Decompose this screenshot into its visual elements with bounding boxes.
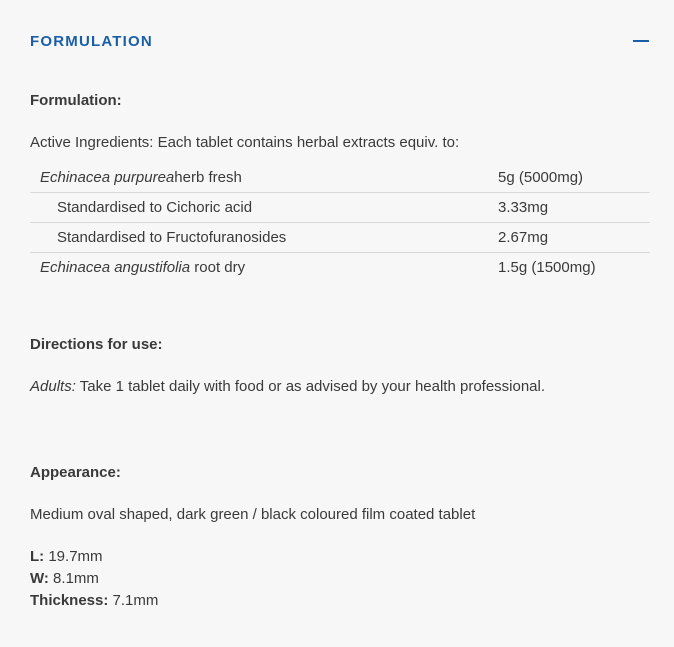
- directions-body: Take 1 tablet daily with food or as advised by your health professional.: [75, 378, 546, 395]
- table-row: [30, 193, 650, 223]
- dimension-value: 7.1mm: [108, 592, 159, 609]
- ingredient-amount: 3.33mg: [498, 193, 650, 223]
- formulation-accordion-header[interactable]: [30, 30, 650, 52]
- ingredient-name-rest: root dry: [190, 259, 246, 276]
- dimension-value: 19.7mm: [44, 548, 103, 565]
- ingredient-name-italic: Echinacea angustifolia: [40, 259, 191, 276]
- dimension-label: L:: [30, 548, 45, 565]
- appearance-heading: Appearance:: [30, 464, 121, 481]
- directions-text: [30, 376, 650, 398]
- accordion-content: [30, 90, 650, 612]
- formulation-heading: Formulation:: [30, 92, 122, 109]
- minus-icon[interactable]: [633, 40, 649, 42]
- ingredients-table: [30, 163, 650, 282]
- ingredient-name-rest: herb fresh: [174, 169, 242, 186]
- section-title: FORMULATION: [30, 32, 153, 50]
- dimension-label: W:: [30, 570, 49, 587]
- directions-heading: Directions for use:: [30, 336, 163, 353]
- ingredient-name-rest: Standardised to Cichoric acid: [57, 199, 253, 216]
- appearance-description: Medium oval shaped, dark green / black coloured film coated tablet: [30, 506, 476, 523]
- ingredient-amount: 5g (5000mg): [498, 163, 650, 193]
- ingredient-name: [30, 193, 498, 223]
- dimension-label: Thickness:: [30, 592, 109, 609]
- dimension-thickness: [30, 590, 650, 612]
- ingredient-name-rest: Standardised to Fructofuranosides: [57, 229, 287, 246]
- directions-label: Adults:: [30, 378, 76, 395]
- ingredient-amount: 2.67mg: [498, 223, 650, 253]
- ingredient-name: [30, 223, 498, 253]
- table-row: [30, 223, 650, 253]
- ingredient-name-italic: Echinacea purpurea: [40, 169, 175, 186]
- ingredient-amount: 1.5g (1500mg): [498, 259, 596, 276]
- table-row: [30, 253, 650, 283]
- table-row: [30, 163, 650, 193]
- ingredient-name: [30, 253, 498, 283]
- ingredient-name: [30, 163, 498, 193]
- dimensions-list: [30, 546, 650, 612]
- dimension-width: [30, 568, 650, 590]
- dimension-length: [30, 546, 650, 568]
- active-ingredients-intro: Active Ingredients: Each tablet contains herbal extracts equiv. to:: [30, 134, 460, 151]
- dimension-value: 8.1mm: [48, 570, 99, 587]
